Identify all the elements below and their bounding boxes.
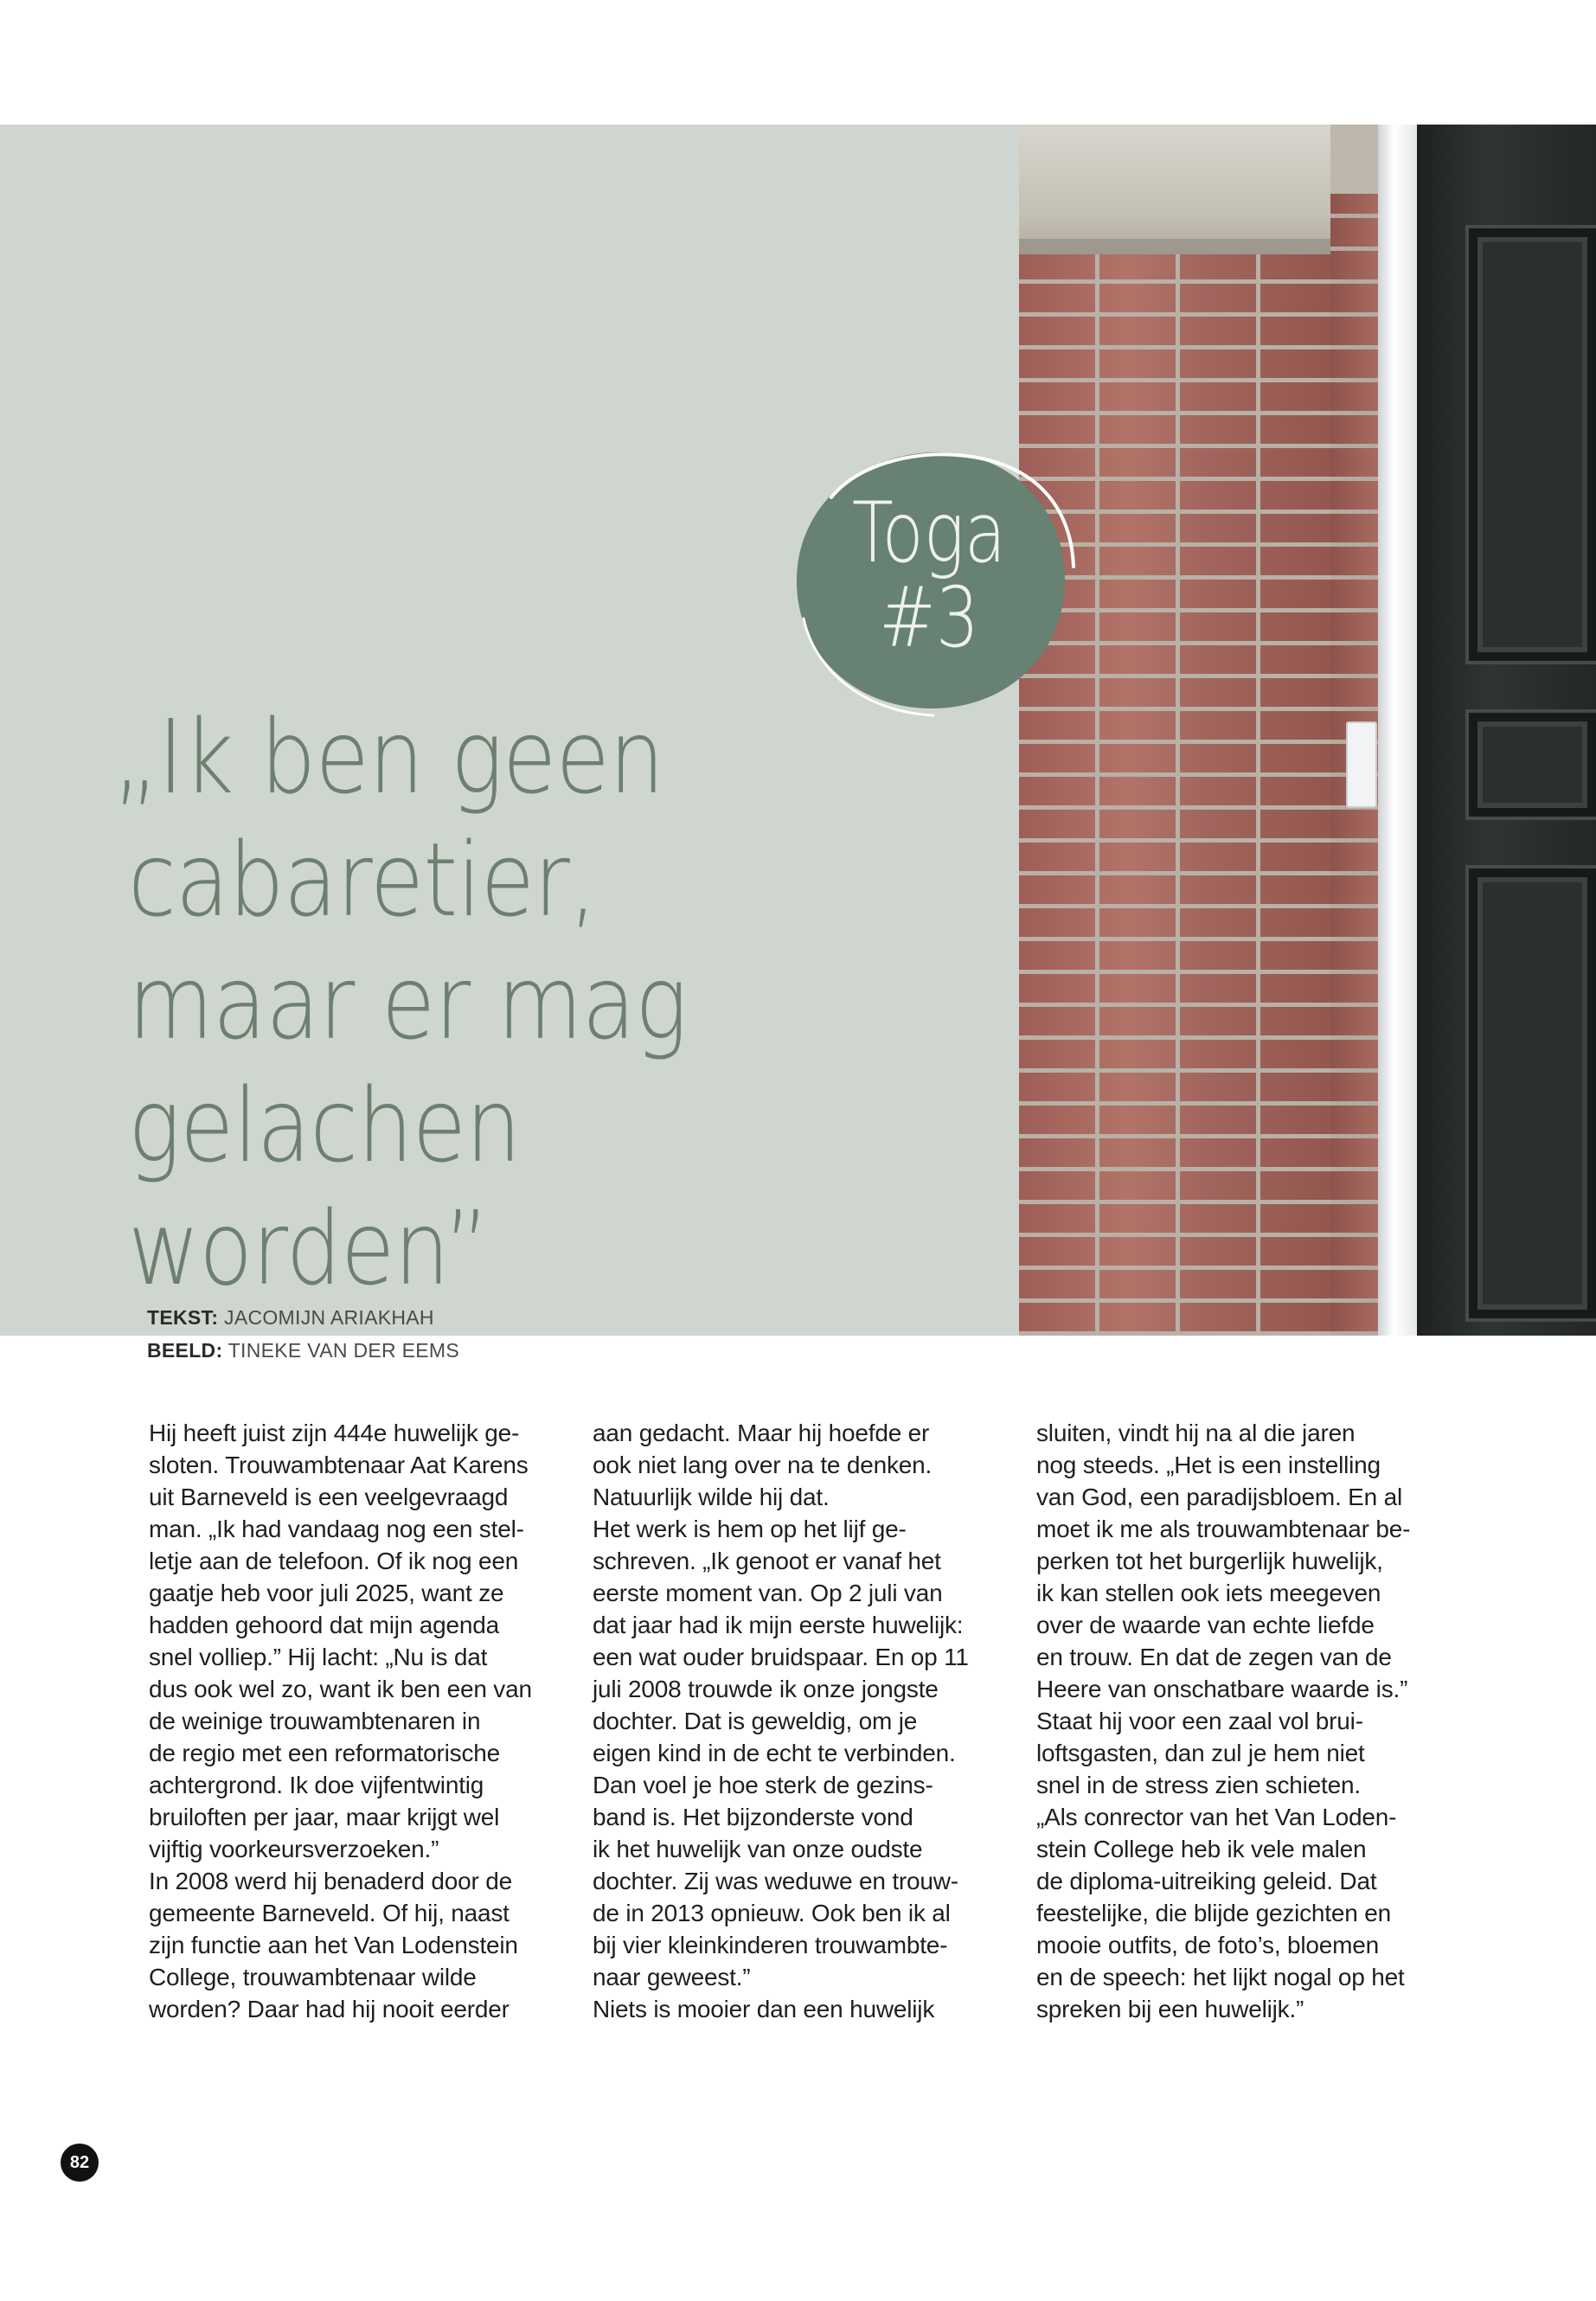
- body-line: gaatje heb voor juli 2025, want ze: [149, 1580, 504, 1606]
- body-line: In 2008 werd hij benaderd door de: [149, 1868, 512, 1894]
- body-line: Natuurlijk wilde hij dat.: [593, 1484, 830, 1510]
- body-line: Het werk is hem op het lijf ge-: [593, 1516, 907, 1542]
- body-line: naar geweest.”: [593, 1964, 751, 1990]
- headline: [112, 695, 723, 1310]
- badge-line-2: #3: [878, 569, 980, 666]
- body-line: dat jaar had ik mijn eerste huwelijk:: [593, 1612, 964, 1638]
- body-line: band is. Het bijzonderste vond: [593, 1804, 913, 1830]
- body-line: letje aan de telefoon. Of ik nog een: [149, 1548, 519, 1574]
- page-number: 82: [61, 2144, 99, 2182]
- body-line: Staat hij voor een zaal vol brui-: [1036, 1708, 1363, 1734]
- headline-line: gelachen: [128, 1066, 521, 1185]
- credit-text-name: JACOMIJN ARIAKHAH: [224, 1306, 434, 1329]
- body-line: loftsgasten, dan zul je hem niet: [1036, 1740, 1365, 1766]
- body-line: van God, een paradijsbloem. En al: [1036, 1484, 1402, 1510]
- headline-line: maar er mag: [128, 943, 688, 1062]
- body-line: Dan voel je hoe sterk de gezins-: [593, 1772, 933, 1798]
- black-door: [1417, 125, 1596, 1336]
- body-line: feestelijke, die blijde gezichten en: [1036, 1900, 1391, 1926]
- body-line: de regio met een reformatorische: [149, 1740, 501, 1766]
- body-line: „Als conrector van het Van Loden-: [1036, 1804, 1397, 1830]
- body-line: achtergrond. Ik doe vijfentwintig: [149, 1772, 484, 1798]
- body-line: uit Barneveld is een veelgevraagd: [149, 1484, 509, 1510]
- body-line: een wat ouder bruidspaar. En op 11: [593, 1644, 969, 1670]
- credits: [147, 1301, 459, 1367]
- body-line: gemeente Barneveld. Of hij, naast: [149, 1900, 510, 1926]
- door-frame: [1378, 125, 1417, 1336]
- body-line: dochter. Dat is geweldig, om je: [593, 1708, 918, 1734]
- body-line: en trouw. En dat de zegen van de: [1036, 1644, 1392, 1670]
- body-line: juli 2008 trouwde ik onze jongste: [593, 1676, 939, 1702]
- door-panel: [1469, 713, 1596, 817]
- body-column-2: [593, 1417, 1008, 2025]
- body-line: man. „Ik had vandaag nog een stel-: [149, 1516, 524, 1542]
- body-line: vijftig voorkeursverzoeken.”: [149, 1836, 439, 1862]
- body-line: de weinige trouwambtenaren in: [149, 1708, 481, 1734]
- body-line: spreken bij een huwelijk.”: [1036, 1996, 1304, 2022]
- credit-image-name: TINEKE VAN DER EEMS: [228, 1339, 459, 1362]
- door-panel: [1469, 228, 1596, 661]
- badge-text: [806, 484, 1052, 666]
- body-line: sloten. Trouwambtenaar Aat Karens: [149, 1452, 529, 1478]
- door-panel: [1469, 868, 1596, 1318]
- body-line: College, trouwambtenaar wilde: [149, 1964, 477, 1990]
- brick-wall-door-photo: [1019, 125, 1596, 1336]
- body-line: schreven. „Ik genoot er vanaf het: [593, 1548, 941, 1574]
- body-line: bij vier kleinkinderen trouwambte-: [593, 1932, 948, 1958]
- credit-image-row: [147, 1334, 459, 1367]
- body-line: en de speech: het lijkt nogal op het: [1036, 1964, 1405, 1990]
- body-line: dochter. Zij was weduwe en trouw-: [593, 1868, 958, 1894]
- hero-section: [0, 125, 1596, 1362]
- series-badge: [779, 437, 1079, 722]
- body-line: aan gedacht. Maar hij hoefde er: [593, 1420, 930, 1446]
- body-line: ook niet lang over na te denken.: [593, 1452, 933, 1478]
- body-line: Heere van onschatbare waarde is.”: [1036, 1676, 1408, 1702]
- body-line: Hij heeft juist zijn 444e huwelijk ge-: [149, 1420, 520, 1446]
- body-line: sluiten, vindt hij na al die jaren: [1036, 1420, 1356, 1446]
- body-line: dus ook wel zo, want ik ben een van: [149, 1676, 532, 1702]
- stone-pillar-top: [1330, 125, 1378, 194]
- credit-image-label: BEELD:: [147, 1339, 223, 1362]
- body-line: perken tot het burgerlijk huwelijk,: [1036, 1548, 1383, 1574]
- headline-line: „Ik ben geen: [112, 697, 664, 817]
- body-line: ik het huwelijk van onze oudste: [593, 1836, 923, 1862]
- credit-text-row: [147, 1301, 459, 1334]
- body-line: mooie outfits, de foto’s, bloemen: [1036, 1932, 1380, 1958]
- body-line: worden? Daar had hij nooit eerder: [149, 1996, 510, 2022]
- body-line: over de waarde van echte liefde: [1036, 1612, 1375, 1638]
- brick-wall: [1019, 254, 1330, 1336]
- body-line: moet ik me als trouwambtenaar be-: [1036, 1516, 1411, 1542]
- body-line: snel volliep.” Hij lacht: „Nu is dat: [149, 1644, 488, 1670]
- body-line: de diploma-uitreiking geleid. Dat: [1036, 1868, 1377, 1894]
- body-line: ik kan stellen ook iets meegeven: [1036, 1580, 1381, 1606]
- body-line: snel in de stress zien schieten.: [1036, 1772, 1361, 1798]
- body-column-3: [1036, 1417, 1452, 2025]
- credit-text-label: TEKST:: [147, 1306, 219, 1329]
- body-line: stein College heb ik vele malen: [1036, 1836, 1367, 1862]
- badge-line-1: Toga: [851, 484, 1007, 581]
- headline-line: worden”: [128, 1189, 490, 1308]
- body-line: eigen kind in de echt te verbinden.: [593, 1740, 956, 1766]
- body-line: nog steeds. „Het is een instelling: [1036, 1452, 1381, 1478]
- body-line: de in 2013 opnieuw. Ook ben ik al: [593, 1900, 951, 1926]
- body-line: bruiloften per jaar, maar krijgt wel: [149, 1804, 500, 1830]
- body-line: hadden gehoord dat mijn agenda: [149, 1612, 500, 1638]
- headline-line: cabaretier,: [128, 820, 597, 939]
- door-latch: [1346, 721, 1377, 808]
- body-line: eerste moment van. Op 2 juli van: [593, 1580, 943, 1606]
- body-line: Niets is mooier dan een huwelijk: [593, 1996, 935, 2022]
- body-column-1: [149, 1417, 564, 2025]
- body-line: zijn functie aan het Van Lodenstein: [149, 1932, 518, 1958]
- stone-cornice: [1019, 125, 1330, 254]
